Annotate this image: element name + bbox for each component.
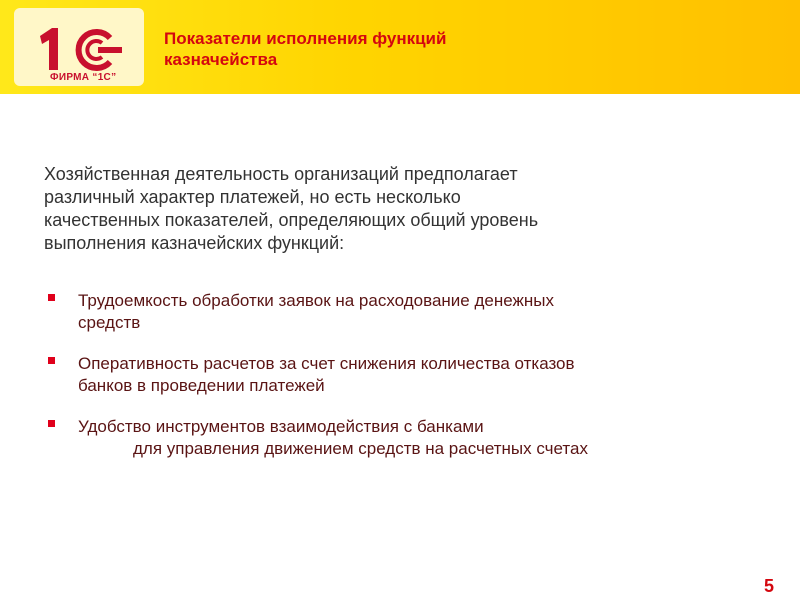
bullet-line: средств	[78, 313, 141, 332]
bullet-line: Оперативность расчетов за счет снижения количества отказов	[78, 354, 575, 373]
intro-line: различный характер платежей, но есть несколько	[44, 187, 461, 207]
bullet-square-icon	[48, 294, 55, 301]
bullet-line: для управления движением средств на расчетных счетах	[133, 439, 588, 458]
logo-1c-icon	[36, 26, 128, 72]
bullet-line: Удобство инструментов взаимодействия с банками	[78, 417, 484, 436]
intro-line: выполнения казначейских функций:	[44, 233, 345, 253]
bullet-line: банков в проведении платежей	[78, 376, 325, 395]
bullet-text	[78, 290, 748, 334]
slide-title	[164, 28, 724, 70]
slide-title-line: Показатели исполнения функций	[164, 29, 447, 48]
header-bar	[0, 0, 800, 94]
intro-line: качественных показателей, определяющих общий уровень	[44, 210, 539, 230]
intro-line: Хозяйственная деятельность организаций предполагает	[44, 164, 518, 184]
bullet-square-icon	[48, 357, 55, 364]
bullet-square-icon	[48, 420, 55, 427]
bullet-line: Трудоемкость обработки заявок на расходование денежных	[78, 291, 554, 310]
bullet-item	[48, 416, 748, 460]
slide-title-line: казначейства	[164, 50, 278, 69]
company-logo	[14, 8, 144, 86]
bullet-item	[48, 353, 748, 397]
bullet-list	[48, 290, 748, 479]
page-number: 5	[764, 576, 775, 596]
bullet-text	[78, 416, 748, 460]
intro-paragraph	[44, 163, 684, 255]
bullet-text	[78, 353, 748, 397]
bullet-item	[48, 290, 748, 334]
company-name: ФИРМА “1С”	[50, 72, 117, 83]
